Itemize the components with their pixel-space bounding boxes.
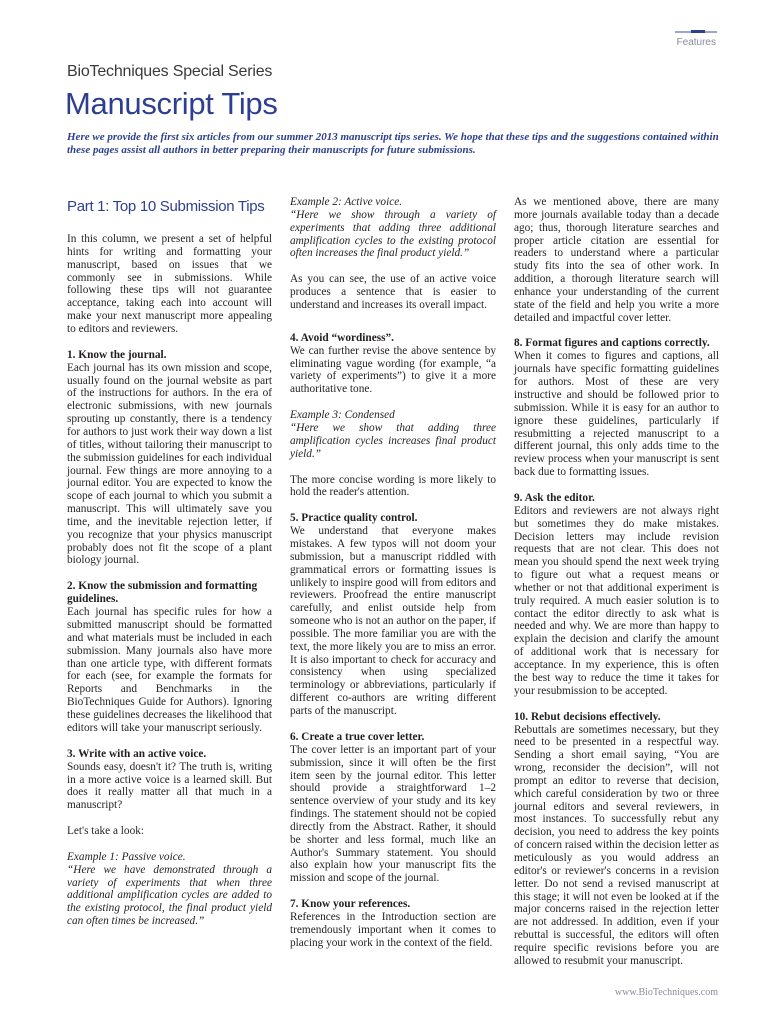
tip-1-heading: 1. Know the journal. xyxy=(67,348,167,361)
example-1-label: Example 1: Passive voice. xyxy=(67,850,186,863)
example-3-text: “Here we show that adding three amplification cycles increases final product yield.” xyxy=(290,421,496,460)
tip-7-body: References in the Introduction section are tremendously important when it comes to placing your work in the context of the field. xyxy=(290,911,496,949)
example-3-label: Example 3: Condensed xyxy=(290,409,395,422)
tip-1-body: Each journal has its own mission and scope, usually found on the journal website as part of the instructions for authors. In the era of electronic submissions, with new journals sprouting up constantly, there is a tendency for authors to just work their way down a list of titles, without tailoring their manuscript to the submission guidelines for each individual journal. Few things are more annoying to a journal editor. You are expected to know the scope of each journal to which you submit a manuscript. This will ultimately save you time, and the inevitable rejection letter, if you recognize that your physics manuscript probably does not fit the scope of a plant biology journal. xyxy=(67,361,272,567)
column-3-lead: As we mentioned above, there are many more journals available today than a decade ago; thus, thorough literature searches and proper article citation are essential for readers to understand where a particular study fits into the sea of other work. In addition, a thorough literature search will enhance your understanding of the current state of the field and help you write a more detailed and impactful cover letter. xyxy=(514,196,719,324)
tip-4-body: We can further revise the above sentence by eliminating vague wording (for example, “a variety of experiments”) to give it a more authoritative tone. xyxy=(290,344,496,396)
column-1 xyxy=(67,198,272,928)
tip-8-body: When it comes to figures and captions, all journals have specific formatting guidelines for authors. Most of these are very instructive and should be followed prior to submission. While it is easy for an author to ignore these guidelines, particularly if resubmitting a rejected manuscript to a different journal, this only adds time to the review process when your manuscript is sent back due to formatting issues. xyxy=(514,350,719,479)
intro-text: Here we provide the first six articles from our summer 2013 manuscript tips series. We hope that these tips and the suggestions contained within these pages assist all authors in better preparing their manuscripts for future submissions. xyxy=(67,131,719,156)
tip-6-body: The cover letter is an important part of your submission, since it will often be the first item seen by the journal editor. This letter should provide a straightforward 1–2 sentence overview of your study and its key findings. The statement should not be copied directly from the Abstract. Rather, it should be shorter and less formal, much like an Author's Summary statement. You should also explain how your manuscript fits the mission and scope of the journal. xyxy=(290,743,496,885)
column-2 xyxy=(290,196,496,950)
tip-7-heading: 7. Know your references. xyxy=(290,898,411,911)
tip-6-heading: 6. Create a true cover letter. xyxy=(290,730,425,743)
header-rule-accent xyxy=(691,30,705,33)
tip-5-body: We understand that everyone makes mistakes. A few typos will not doom your submission, but a manuscript riddled with grammatical errors or formatting issues is unlikely to inspire good will from editors and reviewers. Proofread the entire manuscript carefully, and enlist outside help from someone who is not an author on the paper, if possible. The more familiar you are with the text, the more likely you are to miss an error. It is also important to check for accuracy and consistency when using specialized terminology or abbreviations, particularly if different co-authors are writing different parts of the manuscript. xyxy=(290,525,496,717)
tip-2-heading: 2. Know the submission and formatting guidelines. xyxy=(67,580,258,606)
footer-url: www.BioTechniques.com xyxy=(614,987,718,998)
tip-10-body: Rebuttals are sometimes necessary, but they need to be presented in a respectful way. Sending a short email saying, “You are wrong, reconsider the decision”, will not prompt an editor to reverse that decision, which careful consideration by two or three journal editors and several reviewers, in most instances. To successfully rebut any decision, you need to address the key points of concern raised within the decision letter as meticulously as you would address an editor's or reviewer's concerns in a revision letter. Do not send a revised manuscript at this stage; it will not even be looked at if the major concerns raised in the rejection letter are not addressed. In addition, even if your rebuttal is successful, the editors will often require specific revisions before you are allowed to resubmit your manuscript. xyxy=(514,723,719,967)
active-voice-note: As you can see, the use of an active voice produces a sentence that is easier to understand and increases its overall impact. xyxy=(290,273,496,311)
example-2-label: Example 2: Active voice. xyxy=(290,196,403,208)
series-name: BioTechniques Special Series xyxy=(67,63,273,80)
tip-2-body: Each journal has specific rules for how a submitted manuscript should be formatted and what materials must be included in each submission. Many journals also have more than one article type, with different formats for each (see, for example the formats for Reports and Benchmarks in the BioTechniques Guide for Authors). Ignoring these guidelines decreases the likelihood that editors will take your manuscript seriously. xyxy=(67,606,272,734)
tip-3-heading: 3. Write with an active voice. xyxy=(67,747,207,760)
tip-3-body: Sounds easy, doesn't it? The truth is, writing in a more active voice is a learned skill. But does it really matter all that much in a manuscript? xyxy=(67,760,272,812)
header-rule xyxy=(675,31,717,33)
column-3 xyxy=(514,196,719,968)
example-1-text: “Here we have demonstrated through a variety of experiments that when three additional amplification cycles are added to the existing protocol, the final product yield can often times be increased.” xyxy=(67,863,272,928)
tip-3-look: Let's take a look: xyxy=(67,825,145,838)
tip-9-body: Editors and reviewers are not always right but sometimes they do make mistakes. Decision letters may include revision requests that are not clear. This does not mean you should spend the next week trying to figure out what a request means or whether or not that additional experiment is truly required. A much easier solution is to contact the editor directly to ask what is needed and why. We are more than happy to explain the decision and clarify the amount of additional work that is necessary for acceptance. In my experience, this is often the best way to reduce the time it takes for your resubmission to be accepted. xyxy=(514,504,719,697)
tip-8-heading: 8. Format figures and captions correctly. xyxy=(514,337,710,350)
section-label: Features xyxy=(676,37,716,48)
page-title: Manuscript Tips xyxy=(65,86,278,121)
tip-4-heading: 4. Avoid “wordiness”. xyxy=(290,331,394,344)
concise-note: The more concise wording is more likely to hold the reader's attention. xyxy=(290,473,496,499)
part-title: Part 1: Top 10 Submission Tips xyxy=(67,198,265,215)
example-2-text: “Here we show through a variety of experiments that adding three additional amplification cycles to the existing protocol often increases the final product yield.” xyxy=(290,208,496,260)
tip-5-heading: 5. Practice quality control. xyxy=(290,512,418,525)
lead-paragraph: In this column, we present a set of helpful hints for writing and formatting your manuscript, based on issues that we commonly see in submissions. While following these tips will not guarantee acceptance, taking each into account will make your next manuscript more appealing to editors and reviewers. xyxy=(67,233,272,335)
tip-9-heading: 9. Ask the editor. xyxy=(514,491,595,504)
tip-10-heading: 10. Rebut decisions effectively. xyxy=(514,710,661,723)
